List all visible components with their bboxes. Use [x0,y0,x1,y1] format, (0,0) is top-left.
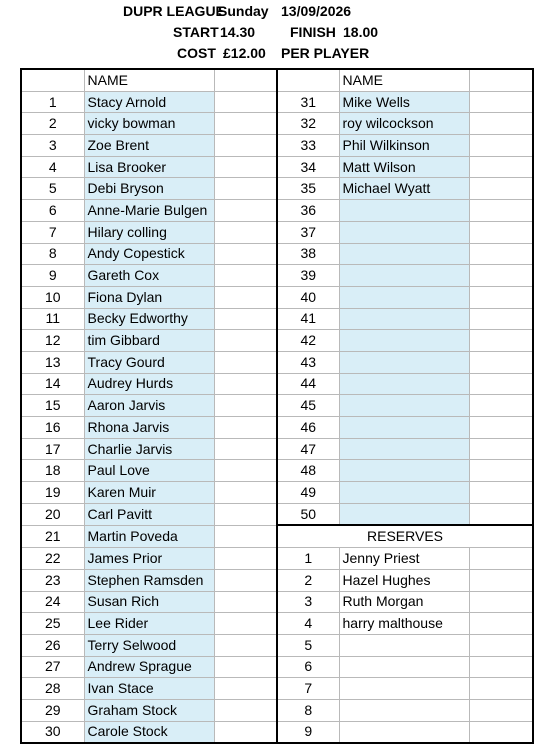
table-row [21,395,533,417]
name-header-left: NAME [84,69,214,91]
player-name: Matt Wilson [339,156,469,178]
reserves-header: RESERVES [277,525,533,547]
player-number: 43 [277,351,339,373]
player-number: 30 [21,721,84,743]
player-number: 7 [21,221,84,243]
player-number: 10 [21,286,84,308]
table-row [21,178,533,200]
player-number: 46 [277,417,339,439]
player-extra [469,135,533,157]
reserve-number: 8 [277,699,339,721]
player-number: 50 [277,503,339,525]
player-extra [469,91,533,113]
table-row [21,569,533,591]
player-extra [214,243,277,265]
reserve-extra [469,721,533,743]
table-row [21,460,533,482]
player-name: James Prior [84,548,214,570]
player-number: 40 [277,286,339,308]
finish-label: FINISH [290,24,336,40]
table-row [21,265,533,287]
reserve-number: 1 [277,548,339,570]
player-extra [469,221,533,243]
player-extra [469,482,533,504]
reserve-name [339,656,469,678]
player-extra [469,286,533,308]
player-number: 23 [21,569,84,591]
player-name [339,351,469,373]
player-number: 49 [277,482,339,504]
player-number: 6 [21,200,84,222]
table-row [21,135,533,157]
player-extra [469,200,533,222]
player-name: tim Gibbard [84,330,214,352]
table-row [21,525,533,547]
header-row [21,69,533,91]
player-extra [214,634,277,656]
player-name: Mike Wells [339,91,469,113]
reserve-name [339,634,469,656]
player-extra [214,591,277,613]
table-row [21,113,533,135]
player-number: 5 [21,178,84,200]
player-number: 34 [277,156,339,178]
player-name: Carl Pavitt [84,503,214,525]
player-extra [214,417,277,439]
reserve-extra [469,656,533,678]
num-header-left [21,69,84,91]
player-number: 17 [21,438,84,460]
player-name: Susan Rich [84,591,214,613]
player-name [339,221,469,243]
table-row [21,330,533,352]
player-name: Debi Bryson [84,178,214,200]
player-name: Lee Rider [84,613,214,635]
player-extra [214,656,277,678]
player-name [339,438,469,460]
table-row [21,548,533,570]
player-name: Terry Selwood [84,634,214,656]
player-name: Martin Poveda [84,525,214,547]
player-name: Zoe Brent [84,135,214,157]
table-row [21,678,533,700]
player-extra [469,373,533,395]
player-number: 33 [277,135,339,157]
player-sheet [20,68,534,744]
player-number: 8 [21,243,84,265]
reserve-number: 4 [277,613,339,635]
player-name: Phil Wilkinson [339,135,469,157]
player-name [339,286,469,308]
player-number: 15 [21,395,84,417]
player-name [339,308,469,330]
player-name [339,482,469,504]
table-row [21,634,533,656]
player-name: Andy Copestick [84,243,214,265]
player-number: 20 [21,503,84,525]
table-row [21,721,533,743]
table-row [21,308,533,330]
player-extra [214,460,277,482]
player-number: 44 [277,373,339,395]
player-number: 29 [21,699,84,721]
player-number: 22 [21,548,84,570]
player-extra [214,569,277,591]
player-extra [214,135,277,157]
player-number: 41 [277,308,339,330]
reserve-number: 7 [277,678,339,700]
player-extra [214,91,277,113]
table-row [21,417,533,439]
player-extra [214,503,277,525]
player-extra [469,265,533,287]
player-number: 42 [277,330,339,352]
player-extra [469,308,533,330]
player-number: 36 [277,200,339,222]
player-extra [469,178,533,200]
reserve-extra [469,634,533,656]
player-extra [214,330,277,352]
player-name [339,200,469,222]
blank-header-left [214,69,277,91]
table-row [21,613,533,635]
player-number: 11 [21,308,84,330]
player-extra [214,373,277,395]
player-extra [469,460,533,482]
num-header-right [277,69,339,91]
player-name: Gareth Cox [84,265,214,287]
reserve-extra [469,569,533,591]
player-extra [469,395,533,417]
table-row [21,200,533,222]
player-extra [214,113,277,135]
player-extra [469,113,533,135]
player-extra [469,438,533,460]
player-number: 19 [21,482,84,504]
player-number: 35 [277,178,339,200]
table-row [21,591,533,613]
player-extra [214,548,277,570]
reserve-name [339,678,469,700]
player-number: 18 [21,460,84,482]
player-extra [469,503,533,525]
player-name: Rhona Jarvis [84,417,214,439]
table-row [21,699,533,721]
player-number: 48 [277,460,339,482]
player-name: Karen Muir [84,482,214,504]
player-extra [214,221,277,243]
reserve-name: Hazel Hughes [339,569,469,591]
player-name: Becky Edworthy [84,308,214,330]
player-number: 31 [277,91,339,113]
player-number: 1 [21,91,84,113]
table-row [21,351,533,373]
player-extra [214,200,277,222]
finish-time: 18.00 [343,24,379,40]
player-number: 32 [277,113,339,135]
league-date: 13/09/2026 [281,3,352,19]
start-label: START [173,24,219,40]
player-name [339,373,469,395]
player-extra [214,721,277,743]
player-number: 9 [21,265,84,287]
player-extra [214,351,277,373]
player-extra [214,265,277,287]
reserve-number: 5 [277,634,339,656]
reserve-extra [469,548,533,570]
player-number: 14 [21,373,84,395]
player-extra [214,525,277,547]
player-name: Aaron Jarvis [84,395,214,417]
player-number: 4 [21,156,84,178]
player-name: Paul Love [84,460,214,482]
reserve-number: 6 [277,656,339,678]
player-extra [469,156,533,178]
player-name: Andrew Sprague [84,656,214,678]
table-row [21,221,533,243]
reserve-extra [469,678,533,700]
player-number: 16 [21,417,84,439]
table-row [21,373,533,395]
player-number: 47 [277,438,339,460]
reserve-extra [469,613,533,635]
player-extra [214,613,277,635]
reserve-name: Ruth Morgan [339,591,469,613]
player-number: 38 [277,243,339,265]
player-name: roy wilcockson [339,113,469,135]
start-time: 14.30 [220,24,256,40]
player-name: Fiona Dylan [84,286,214,308]
player-name: Audrey Hurds [84,373,214,395]
player-name: Charlie Jarvis [84,438,214,460]
reserve-name [339,721,469,743]
player-extra [214,286,277,308]
reserve-name: harry malthouse [339,613,469,635]
reserve-name: Jenny Priest [339,548,469,570]
player-name: Lisa Brooker [84,156,214,178]
player-extra [469,351,533,373]
table-row [21,438,533,460]
player-extra [469,417,533,439]
player-name [339,265,469,287]
player-number: 26 [21,634,84,656]
table-row [21,91,533,113]
name-header-right: NAME [339,69,469,91]
table-row [21,503,533,525]
player-number: 3 [21,135,84,157]
player-number: 37 [277,221,339,243]
table-row [21,656,533,678]
player-name [339,243,469,265]
player-extra [214,678,277,700]
player-name: Michael Wyatt [339,178,469,200]
player-name [339,395,469,417]
player-number: 28 [21,678,84,700]
blank-header-right [469,69,533,91]
player-extra [214,395,277,417]
reserve-extra [469,699,533,721]
cost-unit: PER PLAYER [281,45,370,61]
player-extra [214,438,277,460]
table-row [21,243,533,265]
player-name: Tracy Gourd [84,351,214,373]
player-extra [469,243,533,265]
reserve-number: 9 [277,721,339,743]
player-extra [214,308,277,330]
table-row [21,482,533,504]
player-name: Stephen Ramsden [84,569,214,591]
player-name: Anne-Marie Bulgen [84,200,214,222]
reserve-number: 3 [277,591,339,613]
player-number: 27 [21,656,84,678]
reserve-extra [469,591,533,613]
player-name: Stacy Arnold [84,91,214,113]
player-name: Ivan Stace [84,678,214,700]
player-number: 39 [277,265,339,287]
reserve-name [339,699,469,721]
player-number: 2 [21,113,84,135]
player-extra [214,156,277,178]
player-number: 21 [21,525,84,547]
player-extra [469,330,533,352]
player-number: 25 [21,613,84,635]
player-extra [214,699,277,721]
player-number: 45 [277,395,339,417]
player-table [20,68,534,744]
cost-value: £12.00 [223,45,266,61]
player-name: vicky bowman [84,113,214,135]
reserve-number: 2 [277,569,339,591]
player-number: 24 [21,591,84,613]
player-number: 12 [21,330,84,352]
player-name: Carole Stock [84,721,214,743]
player-name: Graham Stock [84,699,214,721]
table-row [21,286,533,308]
cost-label: COST [177,45,216,61]
player-name [339,417,469,439]
league-day: Sunday [218,3,269,19]
player-name: Hilary colling [84,221,214,243]
league-title: DUPR LEAGUE [123,3,225,19]
player-number: 13 [21,351,84,373]
player-extra [214,482,277,504]
player-name [339,330,469,352]
table-row [21,156,533,178]
player-name [339,503,469,525]
player-name [339,460,469,482]
player-extra [214,178,277,200]
